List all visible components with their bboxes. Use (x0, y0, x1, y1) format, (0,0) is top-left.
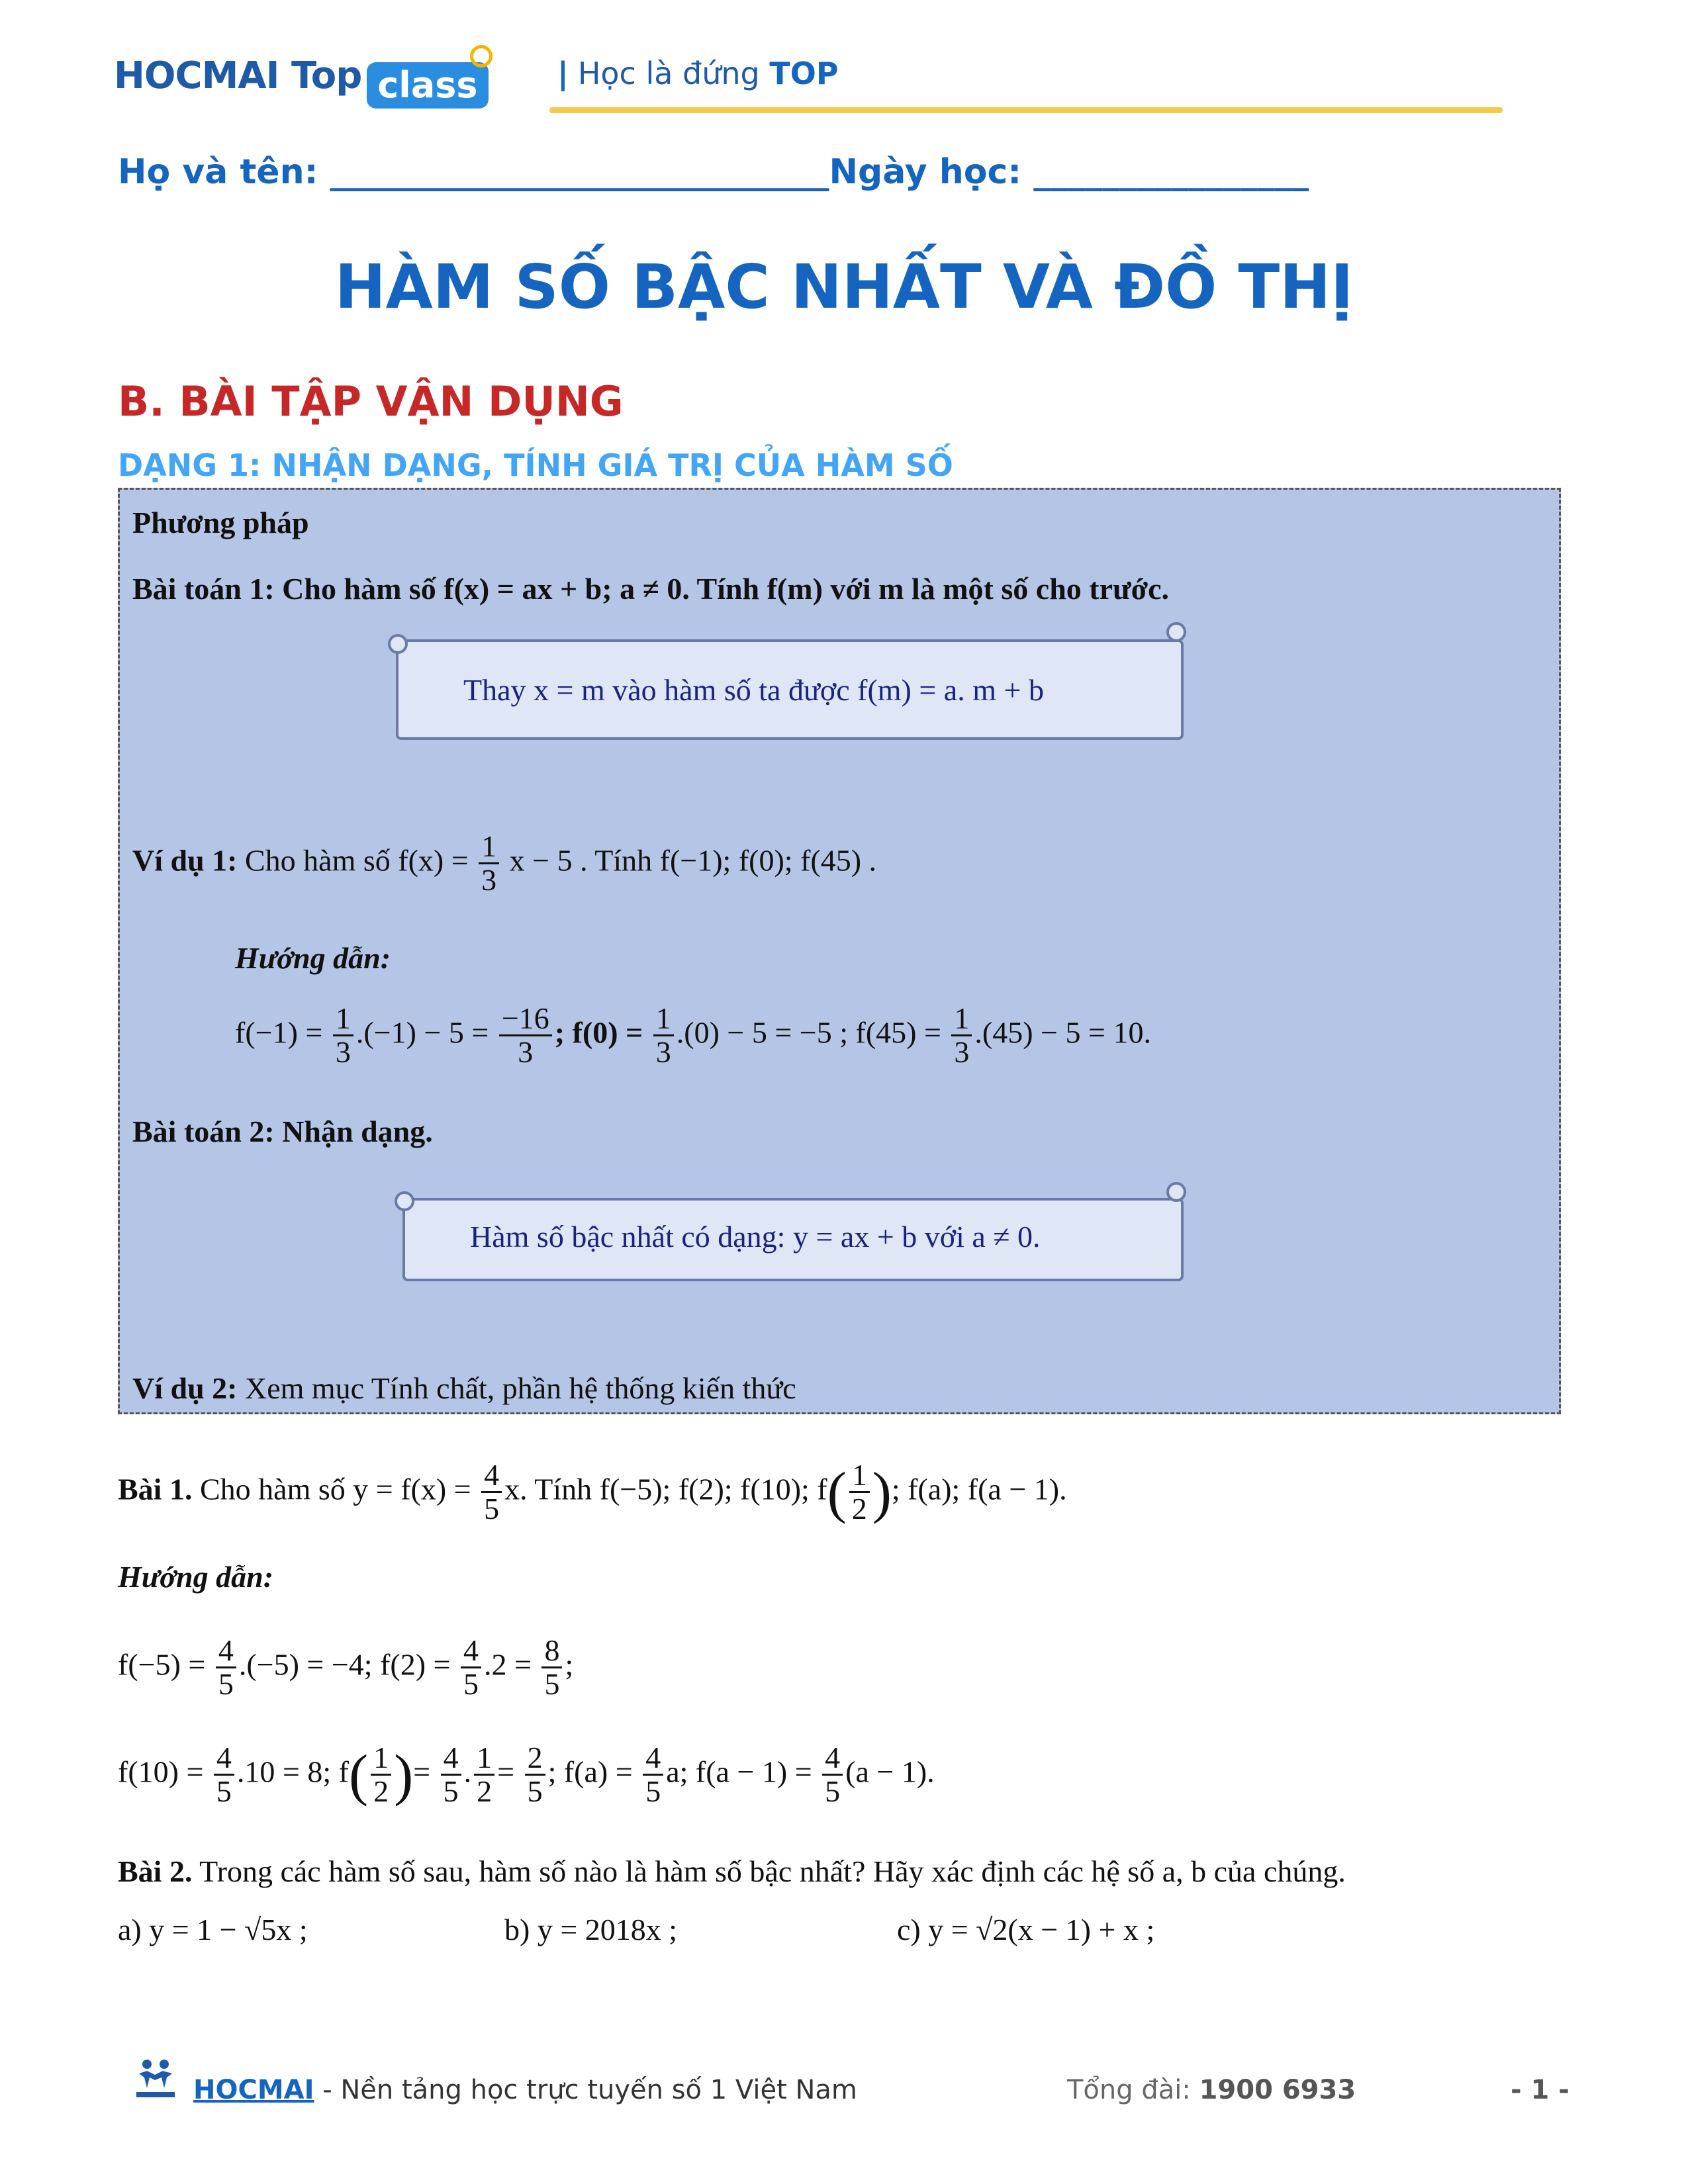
scroll-curl-icon (395, 1191, 414, 1211)
fraction-1-3: $\frac{1}{3}$ (951, 1003, 972, 1069)
footer-brand-line: HOCMAI - Nền tảng học trực tuyến số 1 Việt Nam (193, 2075, 857, 2105)
exercise2-item-b: b) y = 2018x ; (504, 1913, 678, 1946)
fraction-4-5: $\frac{4}{5}$ (461, 1635, 481, 1701)
slogan (557, 56, 839, 91)
scroll-curl-icon (1166, 622, 1186, 642)
example1-text-b: x − 5 . Tính f(−1); f(0); f(45) . (509, 843, 877, 878)
example2-text: Xem mục Tính chất, phần hệ thống kiến thức (244, 1371, 796, 1405)
example1-text-a: Cho hàm số f(x) = (244, 843, 469, 878)
date-blank: ________________ (1033, 152, 1309, 192)
fraction-2-5: $\frac{2}{5}$ (525, 1742, 545, 1808)
hocmai-people-icon (132, 2055, 179, 2101)
problem2-text: Bài toán 2: Nhận dạng. (132, 1115, 433, 1148)
exercise2-label: Bài 2. (118, 1854, 193, 1888)
method-heading: Phương pháp (132, 506, 309, 539)
fraction-1-3: $\frac{1}{3}$ (653, 1003, 674, 1069)
slogan-prefix: Học là đứng (577, 56, 760, 91)
example2 (132, 1370, 796, 1406)
fraction-8-5: $\frac{8}{5}$ (541, 1635, 562, 1701)
hocmai-topclass-logo (114, 54, 489, 114)
fraction-4-5: $\frac{4}{5}$ (214, 1742, 234, 1808)
example1-label: Ví dụ 1: (132, 843, 238, 878)
section-heading: B. BÀI TẬP VẬN DỤNG (118, 377, 624, 426)
example2-label: Ví dụ 2: (132, 1371, 238, 1405)
fraction-4-5: $\frac{4}{5}$ (481, 1459, 502, 1525)
fraction-1-3: $\frac{1}{3}$ (479, 831, 499, 897)
footer-brand-link[interactable]: HOCMAI (193, 2075, 314, 2105)
fraction-4-5: $\frac{4}{5}$ (441, 1742, 461, 1808)
exercise2-text: Trong các hàm số sau, hàm số nào là hàm số bậc nhất? Hãy xác định các hệ số a, b của chúng. (199, 1854, 1346, 1888)
exercise1-solution-line2: f(10) = $\frac{4}{5}$ .10 = 8; f( $\frac{1}{2}$ )= $\frac{4}{5}$ . $\frac{1}{2}$ = $\frac{2}{5}$ ; f(a) = $\frac{4}{5}$ a; f(a − 1) = $\frac{4}{5}$ (a − 1). (118, 1741, 935, 1809)
footer-hotline: Tổng đài: 1900 6933 (1067, 2075, 1356, 2105)
problem1-text: Bài toán 1: Cho hàm số f(x) = ax + b; a ≠ 0. Tính f(m) với m là một số cho trước. (132, 572, 1169, 606)
exercise1-label: Bài 1. (118, 1472, 193, 1506)
fraction-neg16-3: $\frac{-16}{3}$ (499, 1003, 552, 1069)
fraction-1-2: $\frac{1}{2}$ (371, 1742, 391, 1808)
date-label: Ngày học: (829, 152, 1022, 192)
fraction-1-2: $\frac{1}{2}$ (849, 1459, 870, 1525)
name-label: Họ và tên: (118, 152, 318, 192)
name-blank: _____________________________ (330, 152, 829, 192)
slogan-divider: | (557, 56, 569, 91)
exercise2-item-c: c) y = √2(x − 1) + x ; (897, 1913, 1155, 1946)
scroll1-text: Thay x = m vào hàm số ta được f(m) = a. m + b (463, 673, 1044, 707)
page-title: HÀM SỐ BẬC NHẤT VÀ ĐỒ THỊ (334, 251, 1354, 322)
header-underline (549, 107, 1503, 113)
exercise1-guide-label: Hướng dẫn: (118, 1560, 274, 1594)
student-info-line (118, 152, 1521, 192)
exercise2 (118, 1853, 1346, 1889)
guide-label: Hướng dẫn: (235, 941, 391, 975)
scroll-curl-icon (1166, 1182, 1186, 1202)
logo-class-badge: class (367, 62, 488, 109)
topic-heading: DẠNG 1: NHẬN DẠNG, TÍNH GIÁ TRỊ CỦA HÀM SỐ (118, 447, 953, 483)
fraction-4-5: $\frac{4}{5}$ (216, 1635, 236, 1701)
fraction-1-2: $\frac{1}{2}$ (474, 1742, 494, 1808)
page-number: - 1 - (1511, 2075, 1570, 2105)
fraction-4-5: $\frac{4}{5}$ (822, 1742, 843, 1808)
scroll2-text: Hàm số bậc nhất có dạng: y = ax + b với a ≠ 0. (470, 1220, 1041, 1253)
exercise1: Bài 1. Cho hàm số y = f(x) = $\frac{4}{5}$ x. Tính f(−5); f(2); f(10); f( $\frac{1}{2}$ ); f(a); f(a − 1). (118, 1458, 1067, 1526)
example1-solution: f(−1) = $\frac{1}{3}$ .(−1) − 5 = $\frac{-16}{3}$ ; f(0) = $\frac{1}{3}$ .(0) − 5 = −5 ; f(45) = $\frac{1}{3}$ .(45) − 5 = 10. (235, 1001, 1151, 1069)
exercise2-item-a: a) y = 1 − √5x ; (118, 1913, 308, 1946)
scroll-curl-icon (388, 634, 408, 654)
example1 (132, 831, 876, 897)
logo-sun-icon (470, 45, 492, 68)
logo-main-text: HOCMAI Top (114, 54, 362, 97)
fraction-1-3: $\frac{1}{3}$ (333, 1003, 353, 1069)
fraction-4-5: $\frac{4}{5}$ (643, 1742, 663, 1808)
slogan-emphasis: TOP (769, 56, 839, 91)
exercise1-solution-line1: f(−5) = $\frac{4}{5}$ .(−5) = −4; f(2) = $\frac{4}{5}$ .2 = $\frac{8}{5}$ ; (118, 1633, 574, 1702)
